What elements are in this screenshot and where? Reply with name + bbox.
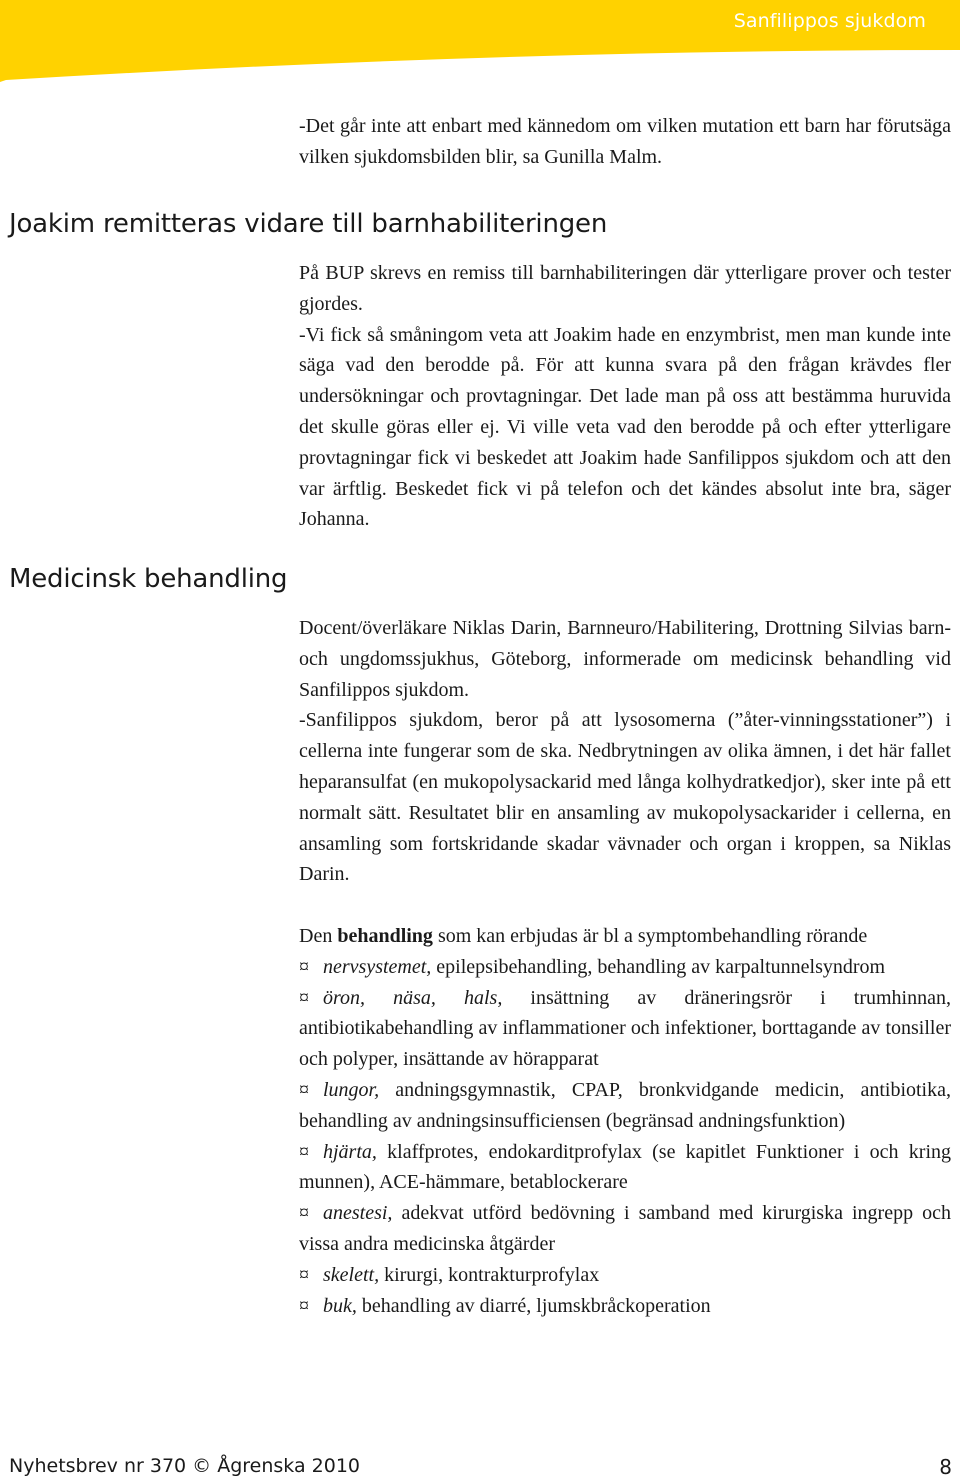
treatment-intro: [299, 921, 951, 952]
treatment-description: adekvat utförd bedövning i samband med kirurgiska ingrepp och vissa andra medicinska åtgärder: [299, 1202, 951, 1255]
treatment-list-item: [299, 1291, 951, 1322]
section-medical-body: [299, 613, 951, 890]
bullet-icon: ¤: [299, 986, 309, 1009]
treatment-term: skelett,: [323, 1263, 380, 1286]
bullet-icon: ¤: [299, 1202, 309, 1225]
running-header-title: Sanfilippos sjukdom: [733, 10, 926, 32]
bullet-icon: ¤: [299, 1263, 309, 1286]
section-remittance-body: [299, 258, 951, 535]
treatment-list-item: [299, 1137, 951, 1199]
treatment-intro-text: som kan erbjudas är bl a symptombehandling rörande: [432, 925, 868, 947]
treatment-term: nervsystemet,: [323, 955, 432, 978]
intro-paragraph: -Det går inte att enbart med kännedom om vilken mutation ett barn har förutsäga vilken sjukdomsbilden blir, sa Gunilla Malm.: [299, 115, 951, 168]
paragraph: På BUP skrevs en remiss till barnhabiliteringen där ytterligare prover och tester gjordes.: [299, 262, 951, 315]
treatment-list-item: [299, 952, 951, 983]
paragraph: -Vi fick så småningom veta att Joakim hade en enzymbrist, men man kunde inte säga vad den berodde på. För att kunna svara på den frågan krävdes fler undersökningar och provtagningar. Det lade man på oss att bestämma huruvida det skulle göras eller ej. Vi ville veta vad den berodde på och efter ytterligare provtagningar fick vi beskedet att Joakim hade Sanfilippos sjukdom och att den var ärftlig. Beskedet fick vi på telefon och det kändes absolut inte bra, säger Johanna.: [299, 323, 951, 531]
treatment-list-item: [299, 983, 951, 1075]
treatment-list-item: [299, 1075, 951, 1137]
treatment-description: behandling av diarré, ljumskbråckoperation: [356, 1294, 711, 1317]
treatment-list-item: [299, 1260, 951, 1291]
bullet-icon: ¤: [299, 1140, 309, 1163]
footer-publication: Nyhetsbrev nr 370 © Ågrenska 2010: [9, 1455, 360, 1477]
treatment-list: [299, 921, 951, 1321]
bullet-icon: ¤: [299, 1078, 309, 1101]
treatment-term: buk,: [323, 1294, 357, 1317]
bullet-icon: ¤: [299, 1294, 309, 1317]
treatment-list-item: [299, 1198, 951, 1260]
treatment-term: hjärta,: [323, 1140, 377, 1163]
treatment-term: lungor,: [323, 1078, 380, 1101]
treatment-description: andningsgymnastik, CPAP, bronkvidgande medicin, antibiotika, behandling av andningsinsufficiensen (begränsad andningsfunktion): [299, 1078, 951, 1132]
header-banner: [0, 0, 960, 84]
treatment-intro-bold: behandling: [337, 925, 433, 947]
treatment-term: öron, näsa, hals,: [323, 986, 503, 1009]
section-heading-remittance: Joakim remitteras vidare till barnhabiliteringen: [9, 209, 608, 239]
treatment-description: kirurgi, kontrakturprofylax: [379, 1263, 600, 1286]
treatment-description: insättning av dräneringsrör i trumhinnan, antibiotikabehandling av inflammationer och infektioner, borttagande av tonsiller och polyper, insättande av hörapparat: [299, 986, 951, 1071]
paragraph: -Sanfilippos sjukdom, beror på att lysosomerna (”åter-vinningsstationer”) i cellerna inte fungerar som de ska. Nedbrytningen av olika ämnen, i det här fallet heparansulfat (en mukopolysackarid med långa kolhydratkedjor), sker inte på ett normalt sätt. Resultatet blir en ansamling av mukopolysackarider i cellerna, en ansamling som fortskridande skadar vävnader och organ i kroppen, sa Niklas Darin.: [299, 709, 951, 886]
bullet-icon: ¤: [299, 955, 309, 978]
paragraph: Docent/överläkare Niklas Darin, Barnneuro/Habilitering, Drottning Silvias barn- och ungdomssjukhus, Göteborg, informerade om medicinsk behandling vid Sanfilippos sjukdom.: [299, 617, 951, 701]
treatment-items: [299, 952, 951, 1322]
treatment-term: anestesi,: [323, 1202, 393, 1225]
section-heading-medical-treatment: Medicinsk behandling: [9, 564, 288, 594]
treatment-description: epilepsibehandling, behandling av karpaltunnelsyndrom: [431, 955, 886, 978]
treatment-intro-text: Den: [299, 925, 338, 947]
treatment-description: klaffprotes, endokarditprofylax (se kapitlet Funktioner i och kring munnen), ACE-hämmare, betablockerare: [299, 1140, 951, 1194]
intro-quote: [299, 111, 951, 173]
page-number: 8: [939, 1455, 952, 1479]
